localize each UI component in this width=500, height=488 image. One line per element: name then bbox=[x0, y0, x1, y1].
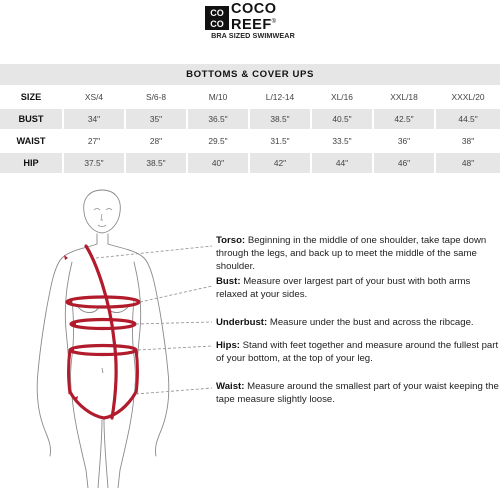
table-cell: XL/16 bbox=[310, 87, 372, 109]
table-cell: 38.5" bbox=[248, 109, 310, 131]
table-row-size bbox=[0, 87, 500, 109]
navel bbox=[102, 368, 103, 373]
note-term: Underbust: bbox=[216, 317, 268, 328]
note-hips bbox=[216, 339, 500, 365]
note-text: Beginning in the middle of one shoulder, take tape down through the legs, and back up to meet the middle of the same shoulder. bbox=[216, 235, 487, 272]
table-row-bust bbox=[0, 109, 500, 131]
leader-underbust bbox=[136, 322, 212, 324]
body-measurement-illustration bbox=[0, 180, 500, 488]
coco-reef-logo-mark bbox=[205, 6, 229, 30]
table-cell: M/10 bbox=[186, 87, 248, 109]
row-label: SIZE bbox=[0, 87, 62, 109]
table-cell: 35" bbox=[124, 109, 186, 131]
note-torso bbox=[216, 234, 500, 273]
row-label: WAIST bbox=[0, 131, 62, 153]
note-text: Measure over largest part of your bust with both arms relaxed at your sides. bbox=[216, 276, 471, 300]
table-cell: S/6-8 bbox=[124, 87, 186, 109]
table-cell: 36" bbox=[372, 131, 434, 153]
row-label: HIP bbox=[0, 153, 62, 175]
table-cell: 37.5" bbox=[62, 153, 124, 175]
note-term: Waist: bbox=[216, 381, 245, 392]
tape-hips-left bbox=[69, 350, 71, 394]
logo-mark-top: CO bbox=[210, 8, 224, 18]
note-term: Torso: bbox=[216, 235, 246, 246]
brand-tagline: BRA SIZED SWIMWEAR bbox=[211, 31, 295, 40]
table-cell: 40" bbox=[186, 153, 248, 175]
note-text: Measure around the smallest part of your waist keeping the tape measure slightly loose. bbox=[216, 381, 499, 405]
tape-underbust bbox=[71, 320, 135, 329]
arrow-icon bbox=[64, 255, 68, 260]
table-cell: 33.5" bbox=[310, 131, 372, 153]
table-cell: 44.5" bbox=[434, 109, 500, 131]
tape-waist bbox=[70, 392, 136, 418]
row-label: BUST bbox=[0, 109, 62, 131]
note-underbust bbox=[216, 316, 500, 329]
logo-mark-bottom: CO bbox=[210, 19, 224, 29]
table-cell: 29.5" bbox=[186, 131, 248, 153]
note-text: Measure under the bust and across the ribcage. bbox=[269, 317, 474, 328]
note-waist bbox=[216, 380, 500, 406]
table-cell: 42" bbox=[248, 153, 310, 175]
brand-logo bbox=[0, 0, 500, 48]
table-row-waist bbox=[0, 131, 500, 153]
table-cell: 28" bbox=[124, 131, 186, 153]
body-outline bbox=[37, 190, 169, 488]
table-cell: XXL/18 bbox=[372, 87, 434, 109]
table-cell: 44" bbox=[310, 153, 372, 175]
table-cell: XS/4 bbox=[62, 87, 124, 109]
note-bust bbox=[216, 275, 500, 301]
table-cell: 31.5" bbox=[248, 131, 310, 153]
table-cell: 27" bbox=[62, 131, 124, 153]
table-title: BOTTOMS & COVER UPS bbox=[0, 64, 500, 87]
measurement-guide bbox=[0, 180, 500, 488]
face-features bbox=[94, 209, 112, 227]
logo-word-reef-text: REEF bbox=[231, 16, 272, 33]
leader-hips bbox=[138, 346, 212, 350]
table-row-hip bbox=[0, 153, 500, 175]
table-cell: 38" bbox=[434, 131, 500, 153]
registered-mark: ® bbox=[271, 19, 277, 25]
leader-torso bbox=[96, 246, 212, 258]
note-term: Bust: bbox=[216, 276, 241, 287]
tape-hips-right bbox=[136, 350, 138, 394]
leader-waist bbox=[136, 388, 212, 394]
size-chart-table bbox=[0, 64, 500, 175]
table-cell: 48" bbox=[434, 153, 500, 175]
leader-bust bbox=[140, 286, 212, 302]
table-cell: 40.5" bbox=[310, 109, 372, 131]
tape-bust bbox=[67, 297, 139, 307]
table-cell: 38.5" bbox=[124, 153, 186, 175]
table-cell: 36.5" bbox=[186, 109, 248, 131]
logo-word-coco: COCO bbox=[231, 1, 277, 17]
tape-hips bbox=[70, 346, 136, 355]
note-text: Stand with feet together and measure around the fullest part of your bottom, at the top of your leg. bbox=[216, 340, 499, 364]
tape-torso bbox=[86, 246, 116, 418]
table-cell: 46" bbox=[372, 153, 434, 175]
table-cell: L/12-14 bbox=[248, 87, 310, 109]
table-cell: 42.5" bbox=[372, 109, 434, 131]
table-cell: XXXL/20 bbox=[434, 87, 500, 109]
logo-word-reef bbox=[231, 15, 277, 32]
note-term: Hips: bbox=[216, 340, 240, 351]
table-cell: 34" bbox=[62, 109, 124, 131]
